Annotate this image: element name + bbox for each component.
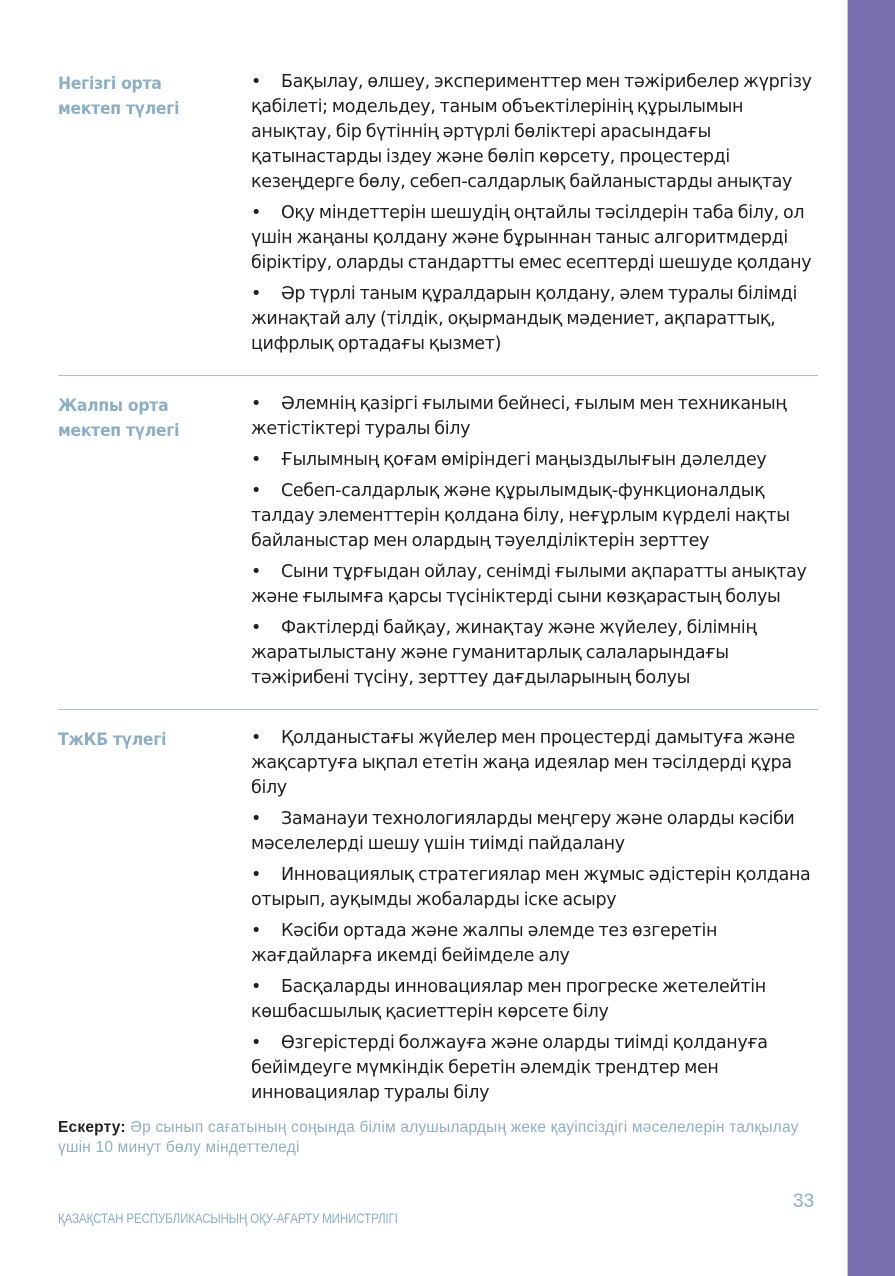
list-item-text: Әр түрлі таным құралдарын қолдану, әлем туралы білімді жинақтай алу (тілдік, оқырмандық мәдениет, ақпараттық, цифрлық ортадағы қызмет) <box>251 284 797 354</box>
section-title <box>58 726 236 1112</box>
note <box>58 1118 828 1158</box>
section-title-line: мектеп түлегі <box>58 99 180 119</box>
section-tvet-graduate <box>58 726 818 1112</box>
list-item-text: Қолданыстағы жүйелер мен процестерді дамытуға және жақсартуға ықпал ететін жаңа идеялар мен тәсілдерді құра білу <box>251 728 795 798</box>
section-title-line: Жалпы орта <box>58 396 169 416</box>
bullet-icon: • <box>251 921 261 941</box>
note-text: Әр сынып сағатының соңында білім алушылардың жеке қауіпсіздігі мәселелерін талқылау үшін 10 минут бөлу міндеттеледі <box>58 1119 799 1156</box>
bullet-icon: • <box>251 481 261 501</box>
list-item-text: Оқу міндеттерін шешудің оңтайлы тәсілдерін таба білу, ол үшін жаңаны қолдану және бұрыннан таныс алгоритмдерді біріктіру, оларды стандартты емес есептерді шешуде қолдану <box>251 203 812 273</box>
bullet-icon: • <box>251 977 261 997</box>
list-item <box>251 392 818 442</box>
bullet-list <box>251 392 818 697</box>
bullet-icon: • <box>251 809 261 829</box>
list-item-text: Себеп-салдарлық және құрылымдық-функционалдық талдау элементтерін қолдана білу, неғұрлым күрделі нақты байланыстар мен олардың тәуелділіктерін зерттеу <box>251 481 790 551</box>
purple-side-bar <box>847 0 895 1276</box>
section-title <box>58 70 236 363</box>
list-item <box>251 807 818 857</box>
section-title-line: ТжКБ түлегі <box>58 730 167 750</box>
list-item <box>251 726 818 801</box>
list-item <box>251 201 818 276</box>
bullet-icon: • <box>251 72 261 92</box>
list-item-text: Сыни тұрғыдан ойлау, сенімді ғылыми ақпаратты анықтау және ғылымға қарсы түсініктерді сыни көзқарастың болуы <box>251 562 807 607</box>
bullet-icon: • <box>251 865 261 885</box>
section-title-line: мектеп түлегі <box>58 421 180 441</box>
list-item <box>251 863 818 913</box>
list-item-text: Ғылымның қоғам өміріндегі маңыздылығын дәлелдеу <box>281 450 767 470</box>
list-item-text: Бақылау, өлшеу, эксперименттер мен тәжірибелер жүргізу қабілеті; модельдеу, таным объектілерінің құрылымын анықтау, бір бүтіннің әртүрлі бөліктері арасындағы қатынастарды іздеу және бөліп көрсету, процестерді кезеңдерге бөлу, себеп-салдарлық байланыстарды анықтау <box>251 72 812 192</box>
bullet-icon: • <box>251 450 261 470</box>
list-item <box>251 1031 818 1106</box>
bullet-icon: • <box>251 562 261 582</box>
list-item <box>251 560 818 610</box>
section-title <box>58 392 236 697</box>
list-item-text: Кәсіби ортада және жалпы әлемде тез өзгеретін жағдайларға икемді бейімделе алу <box>251 921 718 966</box>
list-item <box>251 919 818 969</box>
list-item <box>251 282 818 357</box>
list-item-text: Заманауи технологияларды меңгеру және оларды кәсіби мәселелерді шешу үшін тиімді пайдалану <box>251 809 795 854</box>
bullet-icon: • <box>251 1033 261 1053</box>
list-item <box>251 616 818 691</box>
bullet-icon: • <box>251 394 261 414</box>
list-item <box>251 448 818 473</box>
bullet-list <box>251 726 818 1112</box>
list-item-text: Өзгерістерді болжауға және оларды тиімді қолдануға бейімдеуге мүмкіндік беретін әлемдік трендтер мен инновациялар туралы білу <box>251 1033 768 1103</box>
list-item-text: Фактілерді байқау, жинақтау және жүйелеу, білімнің жаратылыстану және гуманитарлық салаларындағы тәжірибені түсіну, зерттеу дағдыларының болуы <box>251 618 757 688</box>
bullet-icon: • <box>251 284 261 304</box>
list-item <box>251 70 818 195</box>
page-number: 33 <box>793 1191 815 1212</box>
footer-ministry-name: ҚАЗАҚСТАН РЕСПУБЛИКАСЫНЫҢ ОҚУ-АҒАРТУ МИНИСТРЛІГІ <box>58 1210 398 1226</box>
section-general-secondary <box>58 392 818 710</box>
bullet-icon: • <box>251 728 261 748</box>
competency-table <box>58 70 818 1112</box>
note-label: Ескерту: <box>58 1119 126 1136</box>
list-item-text: Басқаларды инновациялар мен прогреске жетелейтін көшбасшылық қасиеттерін көрсете білу <box>251 977 766 1022</box>
bullet-icon: • <box>251 618 261 638</box>
section-title-line: Негізгі орта <box>58 74 162 94</box>
list-item-text: Инновациялық стратегиялар мен жұмыс әдістерін қолдана отырып, ауқымды жобаларды іске асыру <box>251 865 811 910</box>
section-basic-secondary <box>58 70 818 376</box>
bullet-icon: • <box>251 203 261 223</box>
list-item <box>251 479 818 554</box>
bullet-list <box>251 70 818 363</box>
list-item-text: Әлемнің қазіргі ғылыми бейнесі, ғылым мен техниканың жетістіктері туралы білу <box>251 394 787 439</box>
list-item <box>251 975 818 1025</box>
